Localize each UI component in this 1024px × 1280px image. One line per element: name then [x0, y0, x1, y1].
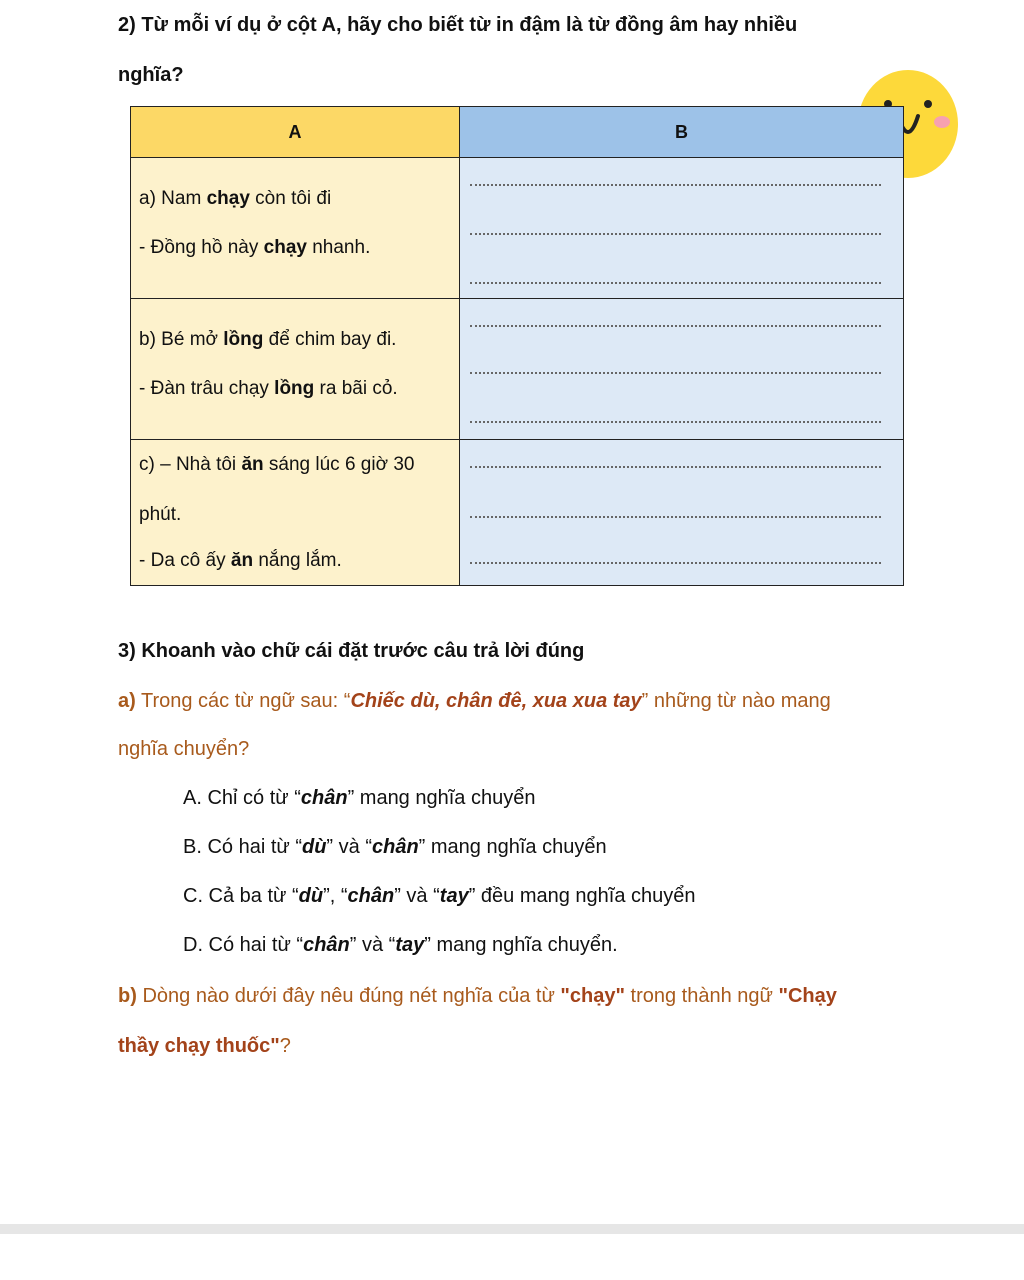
- example-line: - Đồng hồ này chạy nhanh.: [139, 237, 371, 258]
- example-cell: [131, 440, 460, 586]
- example-line: - Đàn trâu chạy lồng ra bãi cỏ.: [139, 378, 398, 399]
- exercise-table: [130, 106, 904, 586]
- answer-line[interactable]: [470, 301, 881, 327]
- answer-line[interactable]: [470, 468, 881, 518]
- target-word: ăn: [241, 454, 264, 475]
- table-row: [131, 299, 904, 440]
- answer-cell[interactable]: [460, 440, 904, 586]
- answer-line[interactable]: [470, 327, 881, 374]
- option-a[interactable]: A. Chỉ có từ “chân” mang nghĩa chuyển: [183, 787, 536, 809]
- answer-line[interactable]: [470, 160, 881, 186]
- answer-line[interactable]: [470, 442, 881, 468]
- target-word: ăn: [230, 550, 254, 571]
- q3b-line2: thầy chạy thuốc"?: [118, 1035, 291, 1057]
- answer-cell[interactable]: [460, 299, 904, 440]
- target-word: lồng: [274, 378, 315, 399]
- answer-line[interactable]: [470, 235, 881, 284]
- q3a-line2: nghĩa chuyển?: [118, 738, 250, 760]
- q3a-label: a): [118, 690, 136, 712]
- q2-title-line1: 2) Từ mỗi ví dụ ở cột A, hãy cho biết từ in đậm là từ đồng âm hay nhiều: [118, 14, 798, 36]
- example-line: c) – Nhà tôi ăn sáng lúc 6 giờ 30: [139, 454, 415, 475]
- option-b[interactable]: B. Có hai từ “dù” và “chân” mang nghĩa chuyển: [183, 836, 607, 858]
- example-cell: [131, 158, 460, 299]
- q3a-line1: a) Trong các từ ngữ sau: “Chiếc dù, chân đê, xua xua tay” những từ nào mang: [118, 690, 831, 712]
- example-line: phút.: [139, 504, 182, 525]
- q3-title: 3) Khoanh vào chữ cái đặt trước câu trả lời đúng: [118, 640, 585, 662]
- target-word: chạy: [263, 237, 307, 258]
- page-divider: [0, 1224, 1024, 1234]
- answer-line[interactable]: [470, 374, 881, 423]
- q3b-line1: b) Dòng nào dưới đây nêu đúng nét nghĩa của từ "chạy" trong thành ngữ "Chạy: [118, 985, 837, 1007]
- example-line: a) Nam chạy còn tôi đi: [139, 188, 332, 209]
- q3a-terms: Chiếc dù, chân đê, xua xua tay: [350, 690, 642, 712]
- example-cell: [131, 299, 460, 440]
- table-row: [131, 440, 904, 586]
- example-line: - Da cô ấy ăn nắng lắm.: [139, 550, 342, 571]
- option-c[interactable]: C. Cả ba từ “dù”, “chân” và “tay” đều mang nghĩa chuyển: [183, 885, 696, 907]
- example-line: b) Bé mở lồng để chim bay đi.: [139, 329, 397, 350]
- answer-line[interactable]: [470, 186, 881, 235]
- q3b-label: b): [118, 985, 137, 1007]
- option-d[interactable]: D. Có hai từ “chân” và “tay” mang nghĩa chuyển.: [183, 934, 618, 956]
- answer-cell[interactable]: [460, 158, 904, 299]
- target-word: lồng: [223, 329, 264, 350]
- target-word: chạy: [206, 188, 250, 209]
- column-a-header: A: [131, 107, 460, 158]
- column-b-header: B: [460, 107, 904, 158]
- q2-title-line2: nghĩa?: [118, 64, 184, 86]
- answer-line[interactable]: [470, 518, 881, 564]
- table-row: [131, 158, 904, 299]
